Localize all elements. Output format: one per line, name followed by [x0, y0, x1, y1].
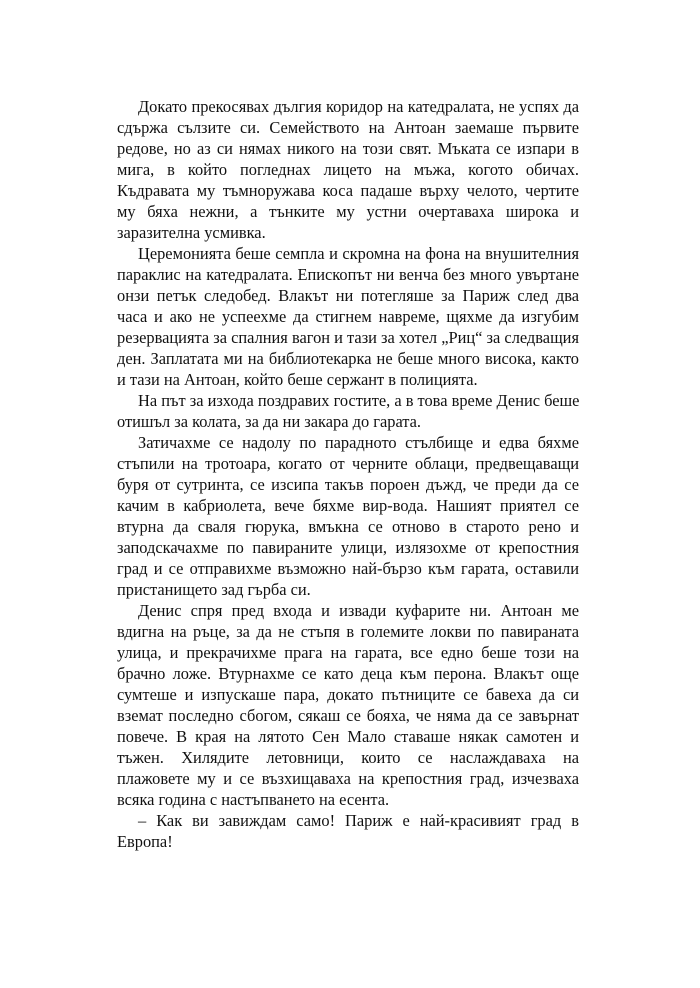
text-line: качим в кабриолета, вече бяхме вир-вода. Нашият приятел се	[117, 496, 579, 515]
text-line: повече. В края на лятото Сен Мало ставаше някак самотен и	[117, 727, 579, 746]
text-line: стъпили на тротоара, когато от черните облаци, предвещаващи	[117, 454, 579, 473]
text-line: ден. Заплатата ми на библиотекарка не беше много висока, както	[117, 349, 579, 368]
text-line: плажовете му и се възхищаваха на крепостния град, изчезваха	[117, 769, 579, 788]
paragraph	[117, 243, 579, 390]
text-line: втурна да сваля гюрука, вмъкна се отново в старото рено и	[117, 517, 579, 536]
text-line: Къдравата му тъмноружава коса падаше върху челото, чертите	[117, 181, 579, 200]
text-line: редове, но аз си нямах никого на този свят. Мъката се изпари в	[117, 139, 579, 158]
text-line: тъжен. Хилядите летовници, които се наслаждаваха на	[117, 748, 579, 767]
text-line: му бяха нежни, а тънките му устни очертаваха широка и	[117, 202, 579, 221]
text-line: сумтеше и изпускаше пара, докато пътниците се бавеха да си	[117, 685, 579, 704]
text-line: резервацията за спалния вагон и тази за хотел „Риц“ за следващия	[117, 328, 579, 347]
paragraph	[117, 390, 579, 432]
text-line: Затичахме се надолу по парадното стълбище и едва бяхме	[138, 433, 579, 452]
text-line: Денис спря пред входа и извади куфарите ни. Антоан ме	[138, 601, 579, 620]
text-line: заподскачахме по павираните улици, излязохме от крепостния	[117, 538, 579, 557]
text-line: всяка година с настъпването на есента.	[117, 790, 390, 809]
text-line: На път за изхода поздравих гостите, а в това време Денис беше	[138, 391, 580, 410]
text-line: заразителна усмивка.	[117, 223, 266, 242]
text-line: вдигна на ръце, за да не стъпя в големите локви по павираната	[117, 622, 579, 641]
paragraph	[117, 96, 579, 243]
text-line: вземат последно сбогом, сякаш се бояха, че няма да се завърнат	[117, 706, 579, 725]
text-line: отишъл за колата, за да ни закара до гарата.	[117, 412, 422, 431]
body-text	[117, 96, 579, 852]
text-line: часа и ако не успеехме да стигнем навреме, щяхме да изгубим	[117, 307, 579, 326]
text-line: Церемонията беше семпла и скромна на фона на внушителния	[138, 244, 579, 263]
paragraph	[117, 432, 579, 600]
text-line: параклис на катедралата. Епископът ни венча без много увъртане	[117, 265, 579, 284]
text-line: Докато прекосявах дългия коридор на катедралата, не успях да	[138, 97, 579, 116]
text-line: сдържа сълзите си. Семейството на Антоан заемаше първите	[117, 118, 579, 137]
text-line: пристанището зад гърба си.	[117, 580, 311, 599]
text-line: улица, и прекрачихме прага на гарата, все едно беше този на	[117, 643, 579, 662]
text-line: и тази на Антоан, който беше сержант в полицията.	[117, 370, 478, 389]
text-line: брачно ложе. Втурнахме се като деца към перона. Влакът още	[117, 664, 579, 683]
text-line: град и се отправихме възможно най-бързо към гарата, оставили	[117, 559, 579, 578]
text-line: онзи петък следобед. Влакът ни потегляше за Париж след два	[117, 286, 579, 305]
text-line: Европа!	[117, 832, 173, 851]
paragraph	[117, 600, 579, 810]
text-line: буря от сутринта, се изсипа такъв пороен дъжд, че преди да се	[117, 475, 579, 494]
text-line: мига, в който погледнах лицето на мъжа, когото обичах.	[117, 160, 579, 179]
text-line: – Как ви завиждам само! Париж е най-красивият град в	[138, 811, 579, 830]
paragraph	[117, 810, 579, 852]
